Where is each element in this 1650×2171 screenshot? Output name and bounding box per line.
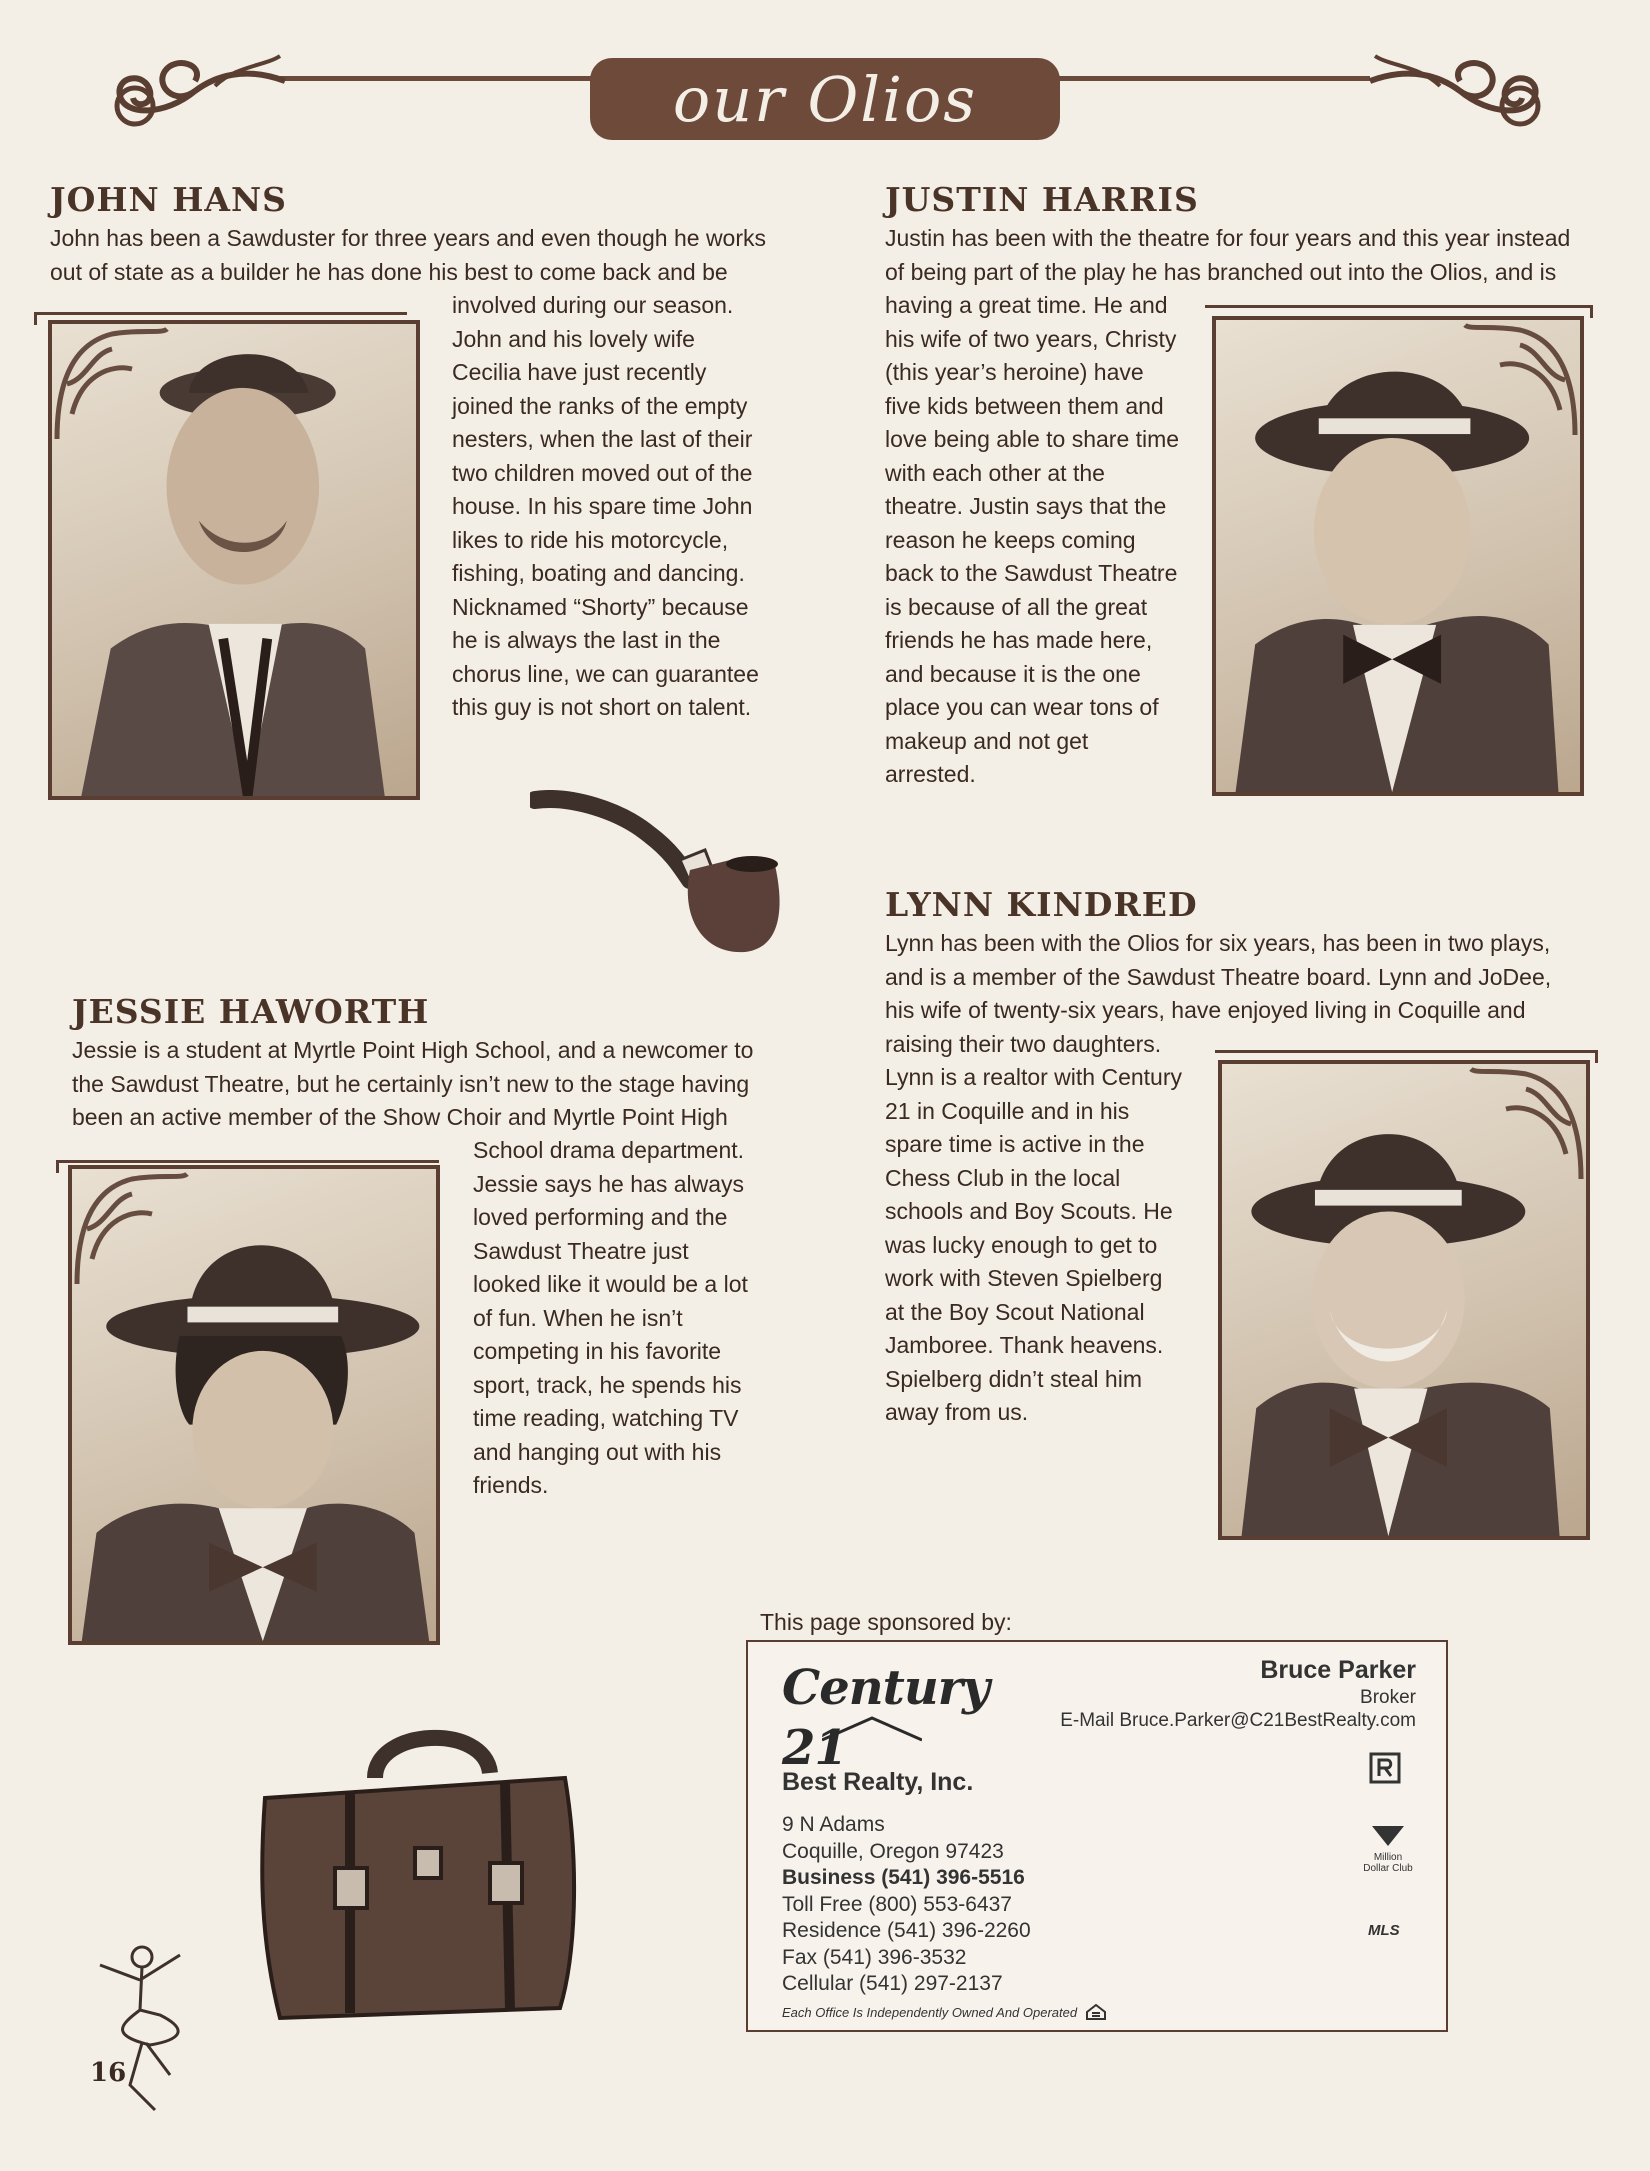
portrait-figure xyxy=(1222,1064,1586,1536)
profile-text-jessie-narrow: School drama department. Jessie says he has always loved performing and the Sawdust Theatre just looked like it would be a lot of fun. When he isn’t competing in his favorite sport, track, he spends his time reading, watching TV and hanging out with his friends. xyxy=(473,1137,748,1498)
profile-name-justin: JUSTIN HARRIS xyxy=(885,180,1199,219)
portrait-john xyxy=(48,320,420,800)
scroll-ornament-icon xyxy=(95,46,315,156)
profile-text-john-narrow: involved during our season. John and his lovely wife Cecilia have just recently joined the ranks of the empty nesters, when the last of their two children moved out of the house. In his spare time John likes to ride his motorcycle, fishing, boating and dancing. Nicknamed “Shorty” because he is always the last in the chorus line, we can guarantee this guy is not short on talent. xyxy=(452,292,759,720)
profile-text-lynn-narrow: Lynn is a realtor with Century 21 in Coquille and in his spare time is active in the Chess Club in the local schools and Boy Scouts. He was lucky enough to get to work with Steven Spielberg at the Boy Scout National Jamboree. Thank heavens. Spielberg didn’t steal him away from us. xyxy=(885,1064,1183,1425)
scroll-ornament-icon xyxy=(1340,46,1560,156)
page-title: our Olios xyxy=(590,58,1060,140)
pipe-icon xyxy=(530,790,785,960)
profile-name-john: JOHN HANS xyxy=(50,180,287,219)
page-number: 16 xyxy=(90,2058,127,2088)
briefcase-icon xyxy=(255,1718,585,2028)
house-roof-icon xyxy=(822,1714,922,1742)
portrait-figure xyxy=(1216,320,1580,792)
banner-rule-right xyxy=(1050,76,1370,81)
portrait-figure xyxy=(52,324,416,796)
agent-name: Bruce Parker xyxy=(1260,1656,1416,1684)
profile-text-john-wide: John has been a Sawduster for three years and even though he works out of state as a builder he has done his best to come back and be xyxy=(50,225,767,285)
portrait-jessie xyxy=(68,1165,440,1645)
profile-text-jessie-wide: Jessie is a student at Myrtle Point High School, and a newcomer to the Sawdust Theatre, but he certainly isn’t new to the stage having been an active member of the Show Choir and Myrtle Point High xyxy=(72,1037,754,1130)
disclaimer: Each Office Is Independently Owned And Operated xyxy=(782,2004,1107,2020)
mls-badge: MLS xyxy=(1368,1922,1400,1939)
profile-name-jessie: JESSIE HAWORTH xyxy=(72,992,430,1031)
profile-name-lynn: LYNN KINDRED xyxy=(885,885,1198,924)
portrait-lynn xyxy=(1218,1060,1590,1540)
banner-rule-left xyxy=(280,76,600,81)
agent-title: Broker xyxy=(1360,1687,1416,1708)
profile-text-justin-narrow: having a great time. He and his wife of two years, Christy (this year’s heroine) have five kids between them and love being able to share time with each other at the theatre. Justin says that the reason he keeps coming back to the Sawdust Theatre is because of all the great friends he has made here, and because it is the one place you can wear tons of makeup and not get arrested. xyxy=(885,292,1180,787)
realtor-icon xyxy=(1368,1752,1402,1792)
agent-email: E-Mail Bruce.Parker@C21BestRealty.com xyxy=(1060,1710,1416,1731)
profile-text-justin-wide: Justin has been with the theatre for four years and this year instead of being part of the play he has branched out into the Olios, and is xyxy=(885,225,1571,285)
contact-details: 9 N Adams Coquille, Oregon 97423 Business (541) 396-5516 Toll Free (800) 553-6437 Residence (541) 396-2260 Fax (541) 396-3532 Cellular (541) 297-2137 xyxy=(782,1813,1031,1995)
century21-logo: Century 21 xyxy=(782,1660,989,1776)
profile-text-lynn-wide: Lynn has been with the Olios for six years, has been in two plays, and is a member of the Sawdust Theatre board. Lynn and JoDee, his wife of twenty-six years, have enjoyed living in Coquille and raising their two daughters. xyxy=(885,930,1552,1057)
equal-housing-icon xyxy=(1085,2004,1107,2020)
million-dollar-club-label: Million Dollar Club xyxy=(1363,1852,1413,1874)
dancer-icon xyxy=(80,1935,210,2115)
portrait-justin xyxy=(1212,316,1584,796)
company-name: Best Realty, Inc. xyxy=(782,1768,974,1796)
sponsor-caption: This page sponsored by: xyxy=(760,1609,1012,1635)
million-dollar-club-icon xyxy=(1370,1822,1406,1848)
sponsor-ad xyxy=(746,1640,1448,2032)
portrait-figure xyxy=(72,1169,436,1641)
